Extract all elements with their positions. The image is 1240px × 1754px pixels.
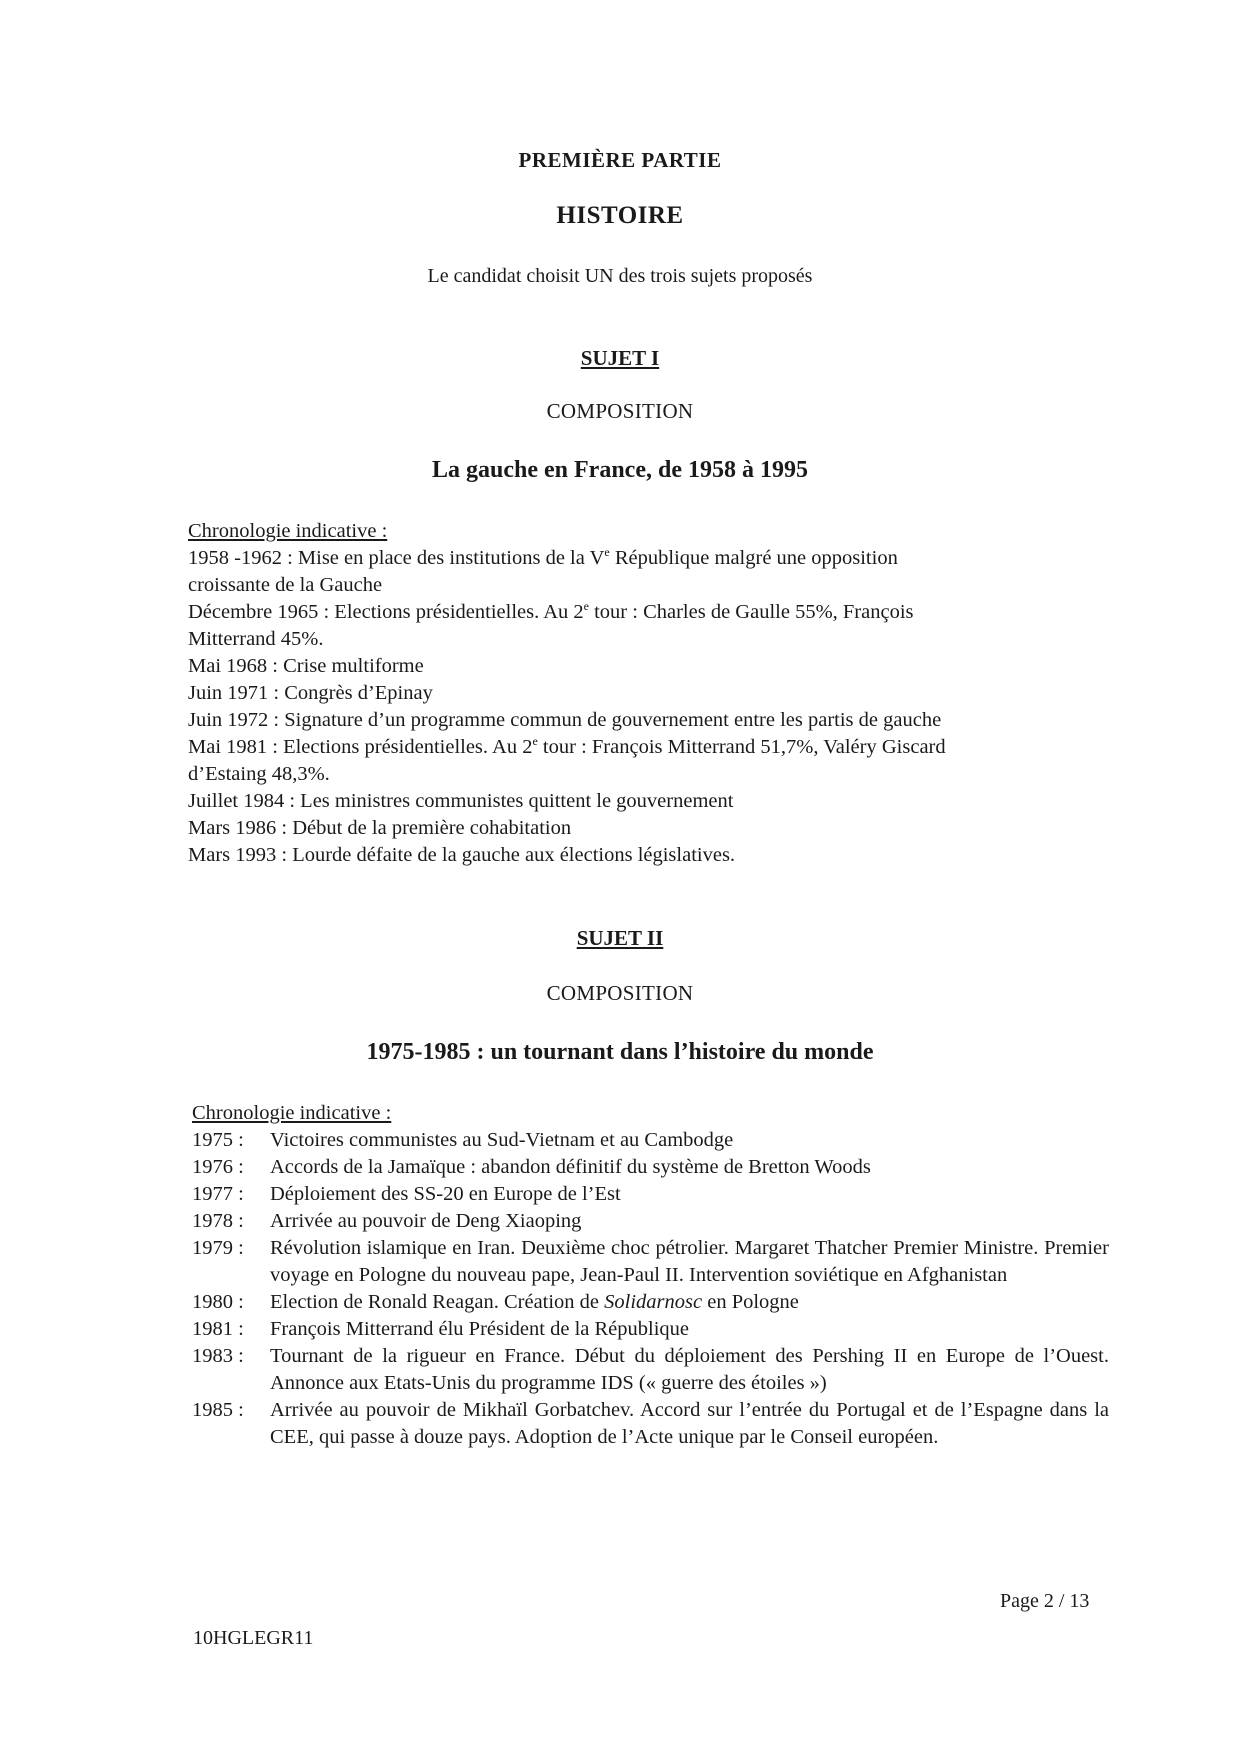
chrono-line: Mars 1986 : Début de la première cohabitation bbox=[188, 817, 572, 839]
chrono-entry bbox=[192, 1154, 1109, 1181]
sujet1-type: COMPOSITION bbox=[546, 399, 694, 423]
chrono-text: Accords de la Jamaïque : abandon définitif du système de Bretton Woods bbox=[270, 1156, 871, 1178]
sujet1-label: SUJET I bbox=[580, 346, 660, 370]
subject-heading: HISTOIRE bbox=[556, 202, 684, 229]
chrono-text: Arrivée au pouvoir de Deng Xiaoping bbox=[270, 1210, 582, 1232]
sujet1-chrono-heading: Chronologie indicative : bbox=[188, 520, 388, 542]
chrono-entry bbox=[192, 1235, 1109, 1289]
chrono-year: 1977 : bbox=[192, 1183, 244, 1205]
chrono-line: 1958 -1962 : Mise en place des institutions de la Ve République malgré une opposition bbox=[188, 545, 898, 569]
chrono-year: 1980 : bbox=[192, 1291, 244, 1313]
sujet2-entries bbox=[192, 1127, 1109, 1451]
chrono-line: Mai 1981 : Elections présidentielles. Au 2e tour : François Mitterrand 51,7%, Valéry Giscard bbox=[188, 734, 946, 758]
document-code: 10HGLEGR11 bbox=[193, 1627, 314, 1649]
chrono-line: Juin 1971 : Congrès d’Epinay bbox=[188, 682, 433, 704]
chrono-entry bbox=[192, 1127, 1109, 1154]
chrono-entry bbox=[192, 1208, 1109, 1235]
chrono-line: Mars 1993 : Lourde défaite de la gauche aux élections législatives. bbox=[188, 844, 736, 866]
part-heading: PREMIÈRE PARTIE bbox=[518, 148, 722, 172]
chrono-text: Victoires communistes au Sud-Vietnam et au Cambodge bbox=[270, 1129, 734, 1151]
chrono-line: Mitterrand 45%. bbox=[188, 628, 324, 650]
chrono-entry bbox=[192, 1343, 1109, 1397]
chrono-text: Arrivée au pouvoir de Mikhaïl Gorbatchev. Accord sur l’entrée du Portugal et de l’Espagne dans la CEE, qui passe à douze pays. Adoption de l’Acte unique par le Conseil européen. bbox=[270, 1399, 1109, 1448]
sujet2-type: COMPOSITION bbox=[546, 981, 694, 1005]
sujet2-title: 1975-1985 : un tournant dans l’histoire du monde bbox=[366, 1039, 874, 1065]
chrono-entry bbox=[192, 1289, 1109, 1316]
chrono-year: 1983 : bbox=[192, 1345, 244, 1367]
chrono-year: 1975 : bbox=[192, 1129, 244, 1151]
chrono-year: 1976 : bbox=[192, 1156, 244, 1178]
chrono-text: Révolution islamique en Iran. Deuxième choc pétrolier. Margaret Thatcher Premier Ministre. Premier voyage en Pologne du nouveau pape, Jean-Paul II. Intervention soviétique en Afghanistan bbox=[270, 1237, 1109, 1286]
chrono-year: 1978 : bbox=[192, 1210, 244, 1232]
chrono-line: croissante de la Gauche bbox=[188, 574, 383, 596]
sujet2-chrono-heading: Chronologie indicative : bbox=[192, 1102, 392, 1124]
chrono-text: François Mitterrand élu Président de la République bbox=[270, 1318, 690, 1340]
chrono-text: Déploiement des SS-20 en Europe de l’Est bbox=[270, 1183, 621, 1205]
chrono-line: d’Estaing 48,3%. bbox=[188, 763, 330, 785]
sujet1-title: La gauche en France, de 1958 à 1995 bbox=[432, 457, 808, 483]
sujet2-chronology bbox=[192, 1100, 1109, 1451]
sujet1-chronology bbox=[188, 518, 1108, 869]
chrono-year: 1985 : bbox=[192, 1399, 244, 1421]
chrono-line: Mai 1968 : Crise multiforme bbox=[188, 655, 424, 677]
chrono-year: 1981 : bbox=[192, 1318, 244, 1340]
chrono-text: Election de Ronald Reagan. Création de Solidarnosc en Pologne bbox=[270, 1291, 799, 1313]
instruction-text: Le candidat choisit UN des trois sujets proposés bbox=[427, 265, 813, 287]
chrono-entry bbox=[192, 1397, 1109, 1451]
chrono-text: Tournant de la rigueur en France. Début du déploiement des Pershing II en Europe de l’Ouest. Annonce aux Etats-Unis du programme IDS (« guerre des étoiles ») bbox=[270, 1345, 1109, 1394]
page-number: Page 2 / 13 bbox=[1000, 1590, 1090, 1612]
chrono-entry bbox=[192, 1316, 1109, 1343]
chrono-entry bbox=[192, 1181, 1109, 1208]
sujet2-label: SUJET II bbox=[576, 926, 664, 950]
chrono-line: Juillet 1984 : Les ministres communistes quittent le gouvernement bbox=[188, 790, 734, 812]
chrono-year: 1979 : bbox=[192, 1237, 244, 1259]
chrono-line: Décembre 1965 : Elections présidentielles. Au 2e tour : Charles de Gaulle 55%, François bbox=[188, 599, 914, 623]
chrono-line: Juin 1972 : Signature d’un programme commun de gouvernement entre les partis de gauche bbox=[188, 709, 942, 731]
